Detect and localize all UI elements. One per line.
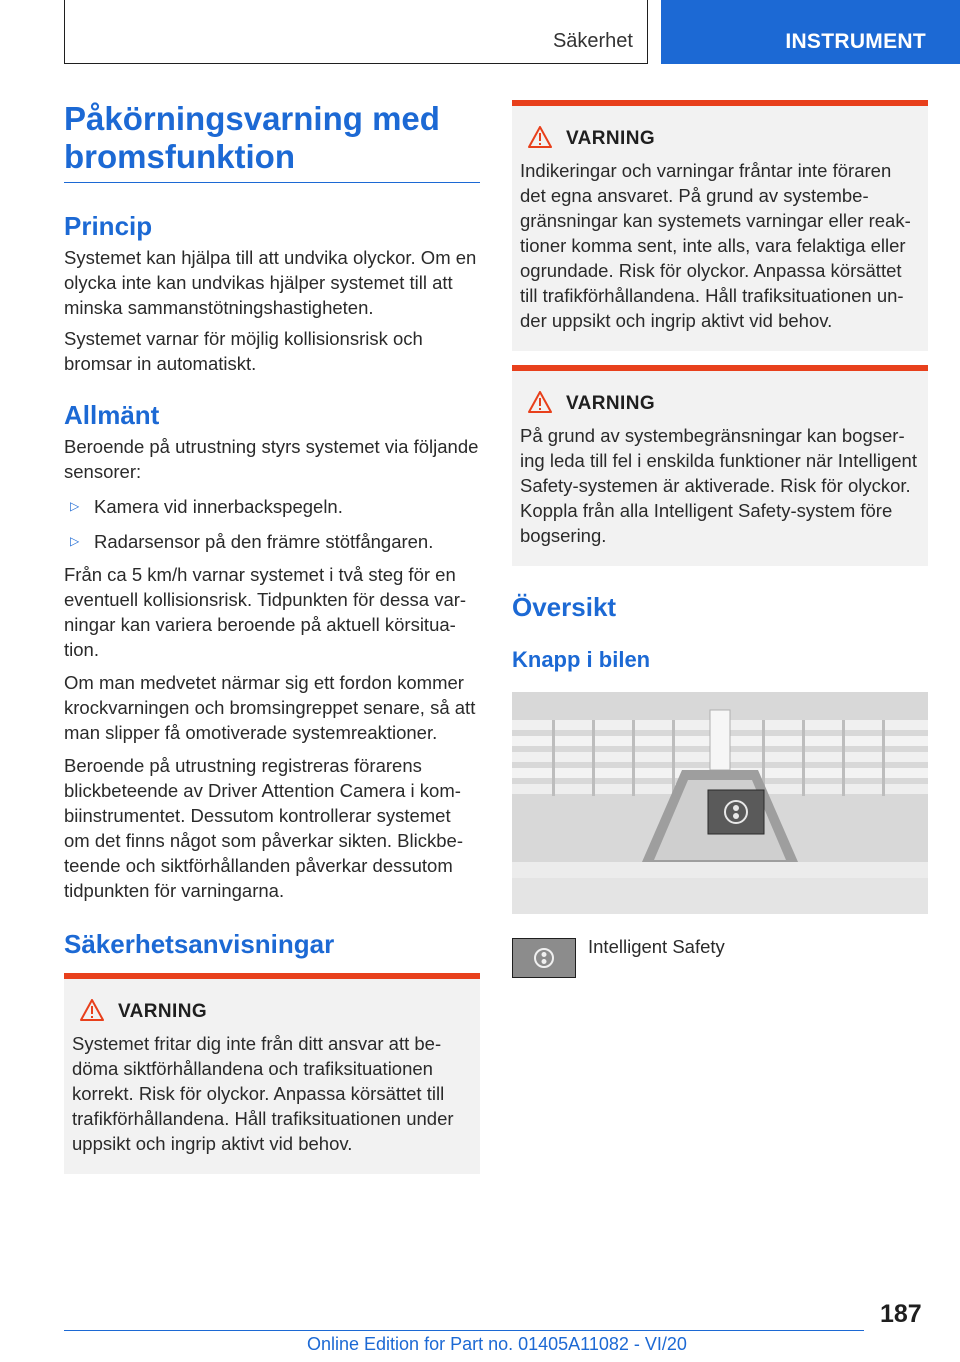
warning-title: VARNING <box>118 1001 208 1022</box>
section-tab-label: Säkerhet <box>552 30 633 52</box>
warning-triangle-icon <box>528 391 552 413</box>
princip-paragraph-2: Systemet varnar för möjlig kollisionsrisk och bromsar in automatiskt. <box>64 328 423 374</box>
warning-text: Systemet fritar dig inte från ditt ansvar att bedöma siktförhållandena och trafiksituationen korrekt. Risk för olyckor. Anpassa körsättet till trafikförhållandena. Håll trafiksituationen under uppsikt och ingrip aktivt vid behov. <box>72 1033 454 1154</box>
warning-text: På grund av systembegränsningar kan bogsering leda till fel i enskilda funktioner när Intelligent Safety-systemen är aktiverade. Risk för olyckor. Koppla från alla Intelligent Safety-system före bogsering. <box>520 425 917 546</box>
page-title: Påkörningsvarning med bromsfunktion <box>64 100 480 183</box>
section-tab[interactable] <box>64 0 648 64</box>
list-item-text: Radarsensor på den främre stötfångaren. <box>94 531 434 552</box>
knapp-heading: Knapp i bilen <box>512 647 651 672</box>
princip-heading: Princip <box>64 211 153 241</box>
console-photo <box>512 692 928 914</box>
warning-triangle-icon <box>80 999 104 1021</box>
legend-label: Intelligent Safety <box>588 936 725 957</box>
warning-box <box>64 973 480 1174</box>
footer-edition-text: Online Edition for Part no. 01405A11082 - VI/20 <box>307 1334 687 1354</box>
warning-box <box>512 365 928 566</box>
left-column <box>64 100 480 1174</box>
allmant-heading: Allmänt <box>64 400 160 430</box>
warning-header <box>520 391 920 419</box>
allmant-paragraph-3: Om man medvetet närmar sig ett fordon kommer krockvarningen och bromsingreppet senare, så att man slipper få omotiverade systemreaktioner. <box>64 672 476 743</box>
allmant-paragraph-1: Beroende på utrustning styrs systemet via följande sensorer: <box>64 436 479 482</box>
allmant-paragraph-2: Från ca 5 km/h varnar systemet i två steg för en eventuell kollisionsrisk. Tidpunkten för dessa varningar kan variera beroende på aktuell körsituation. <box>64 564 467 660</box>
triangle-bullet-icon: ▷ <box>70 534 80 548</box>
chapter-tab-label: INSTRUMENT <box>785 30 926 53</box>
warning-header <box>520 126 920 154</box>
list-item <box>64 529 480 554</box>
warning-box <box>512 100 928 351</box>
right-column <box>512 100 928 978</box>
allmant-paragraph-4: Beroende på utrustning registreras förarens blickbeteende av Driver Attention Camera i kombiinstrumentet. Dessutom kontrollerar systemet om det finns något som påverkar sikten. Blickbeteende och siktförhållanden påverkar dessutom tidpunkten för varningarna. <box>64 755 463 901</box>
warning-triangle-icon <box>528 126 552 148</box>
triangle-bullet-icon: ▷ <box>70 499 80 513</box>
warning-text: Indikeringar och varningar fråntar inte föraren det egna ansvaret. På grund av systembegränsningar kan systemets varningar eller reaktioner komma sent, inte alls, vara felaktiga eller ogrundade. Risk för olyckor. Anpassa körsättet till trafikförhållandena. Håll trafiksituationen under uppsikt och ingrip aktivt vid behov. <box>520 160 911 331</box>
chapter-tab[interactable] <box>661 0 960 64</box>
intelligent-safety-button-icon <box>512 938 576 978</box>
warning-title: VARNING <box>566 128 656 149</box>
legend-item <box>512 934 928 978</box>
page-number: 187 <box>880 1300 922 1328</box>
console-illustration <box>512 692 928 914</box>
princip-paragraph-1: Systemet kan hjälpa till att undvika olyckor. Om en olycka inte kan undvikas hjälper systemet till att minska sammanstötningshastigheten. <box>64 247 477 318</box>
warning-header <box>72 999 472 1027</box>
footer-divider <box>64 1330 864 1331</box>
list-item <box>64 494 480 519</box>
oversikt-heading: Översikt <box>512 592 617 622</box>
warning-title: VARNING <box>566 393 656 414</box>
safety-heading: Säkerhetsanvisningar <box>64 929 335 959</box>
list-item-text: Kamera vid innerbackspegeln. <box>94 496 343 517</box>
